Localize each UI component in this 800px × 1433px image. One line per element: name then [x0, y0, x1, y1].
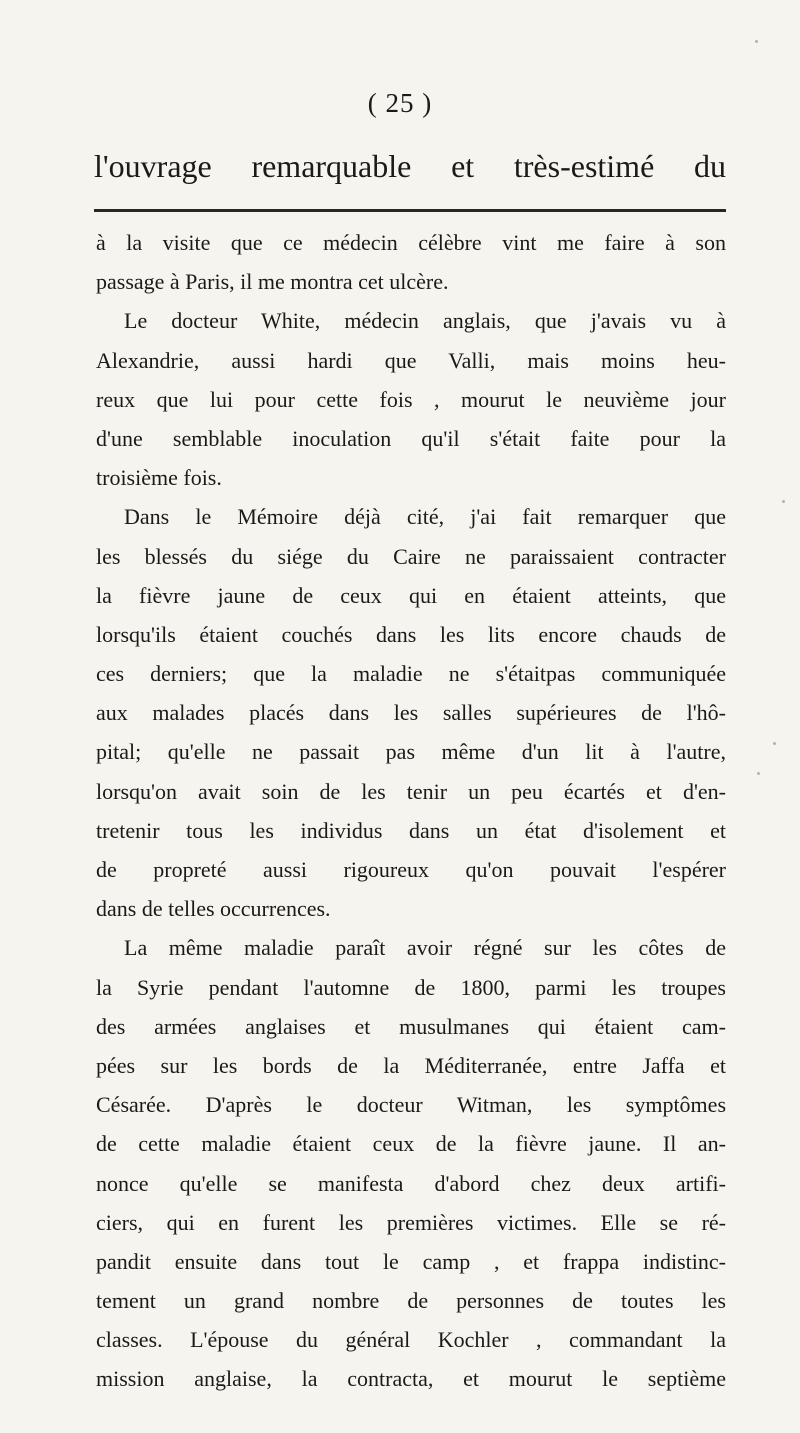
text-line: troisième fois. — [96, 465, 222, 491]
body-text — [96, 223, 726, 1399]
text-line: tement un grand nombre de personnes de toutes les — [96, 1288, 726, 1314]
text-line: Dans le Mémoire déjà cité, j'ai fait remarquer que — [124, 504, 726, 530]
running-head: l'ouvrage remarquable et très-estimé du — [94, 148, 726, 184]
text-line: de propreté aussi rigoureux qu'on pouvait l'espérer — [96, 857, 726, 882]
text-line: des armées anglaises et musulmanes qui étaient cam- — [96, 1013, 726, 1039]
text-line: tretenir tous les individus dans un état d'isolement et — [96, 817, 726, 843]
paper-speck — [782, 500, 785, 503]
text-line: à la visite que ce médecin célèbre vint me faire à son — [96, 230, 726, 255]
text-line: La même maladie paraît avoir régné sur les côtes de — [124, 935, 726, 961]
text-line: ciers, qui en furent les premières victimes. Elle se ré- — [96, 1209, 726, 1235]
text-line: pées sur les bords de la Méditerranée, entre Jaffa et — [96, 1052, 726, 1078]
header-rule — [94, 209, 726, 212]
paper-speck — [755, 40, 758, 43]
text-line: la Syrie pendant l'automne de 1800, parmi les troupes — [96, 974, 726, 1000]
text-line: aux malades placés dans les salles supérieures de l'hô- — [96, 700, 726, 726]
text-line: ces derniers; que la maladie ne s'étaitpas communiquée — [96, 661, 726, 687]
text-line: les blessés du siége du Caire ne paraissaient contracter — [96, 543, 726, 569]
text-line: mission anglaise, la contracta, et mourut le septième — [96, 1366, 726, 1392]
text-line: pital; qu'elle ne passait pas même d'un lit à l'autre, — [96, 739, 726, 765]
text-line: Césarée. D'après le docteur Witman, les symptômes — [96, 1092, 726, 1118]
paper-speck — [773, 742, 776, 745]
text-line: reux que lui pour cette fois , mourut le neuvième jour — [96, 386, 726, 412]
text-line: de cette maladie étaient ceux de la fièvre jaune. Il an- — [96, 1131, 726, 1157]
text-line: Le docteur White, médecin anglais, que j'avais vu à — [124, 308, 726, 334]
text-line: passage à Paris, il me montra cet ulcère. — [96, 269, 449, 295]
paper-speck — [757, 772, 760, 775]
text-line: lorsqu'ils étaient couchés dans les lits encore chauds de — [96, 621, 726, 647]
text-line: pandit ensuite dans tout le camp , et frappa indistinc- — [96, 1248, 726, 1274]
text-line: dans de telles occurrences. — [96, 896, 331, 922]
text-line: la fièvre jaune de ceux qui en étaient atteints, que — [96, 582, 726, 608]
text-line: lorsqu'on avait soin de les tenir un peu écartés et d'en- — [96, 778, 726, 804]
text-line: nonce qu'elle se manifesta d'abord chez deux artifi- — [96, 1170, 726, 1196]
page-number: ( 25 ) — [367, 88, 433, 118]
text-line: classes. L'épouse du général Kochler , commandant la — [96, 1327, 726, 1353]
text-line: d'une semblable inoculation qu'il s'était faite pour la — [96, 425, 726, 451]
text-line: Alexandrie, aussi hardi que Valli, mais moins heu- — [96, 347, 726, 373]
